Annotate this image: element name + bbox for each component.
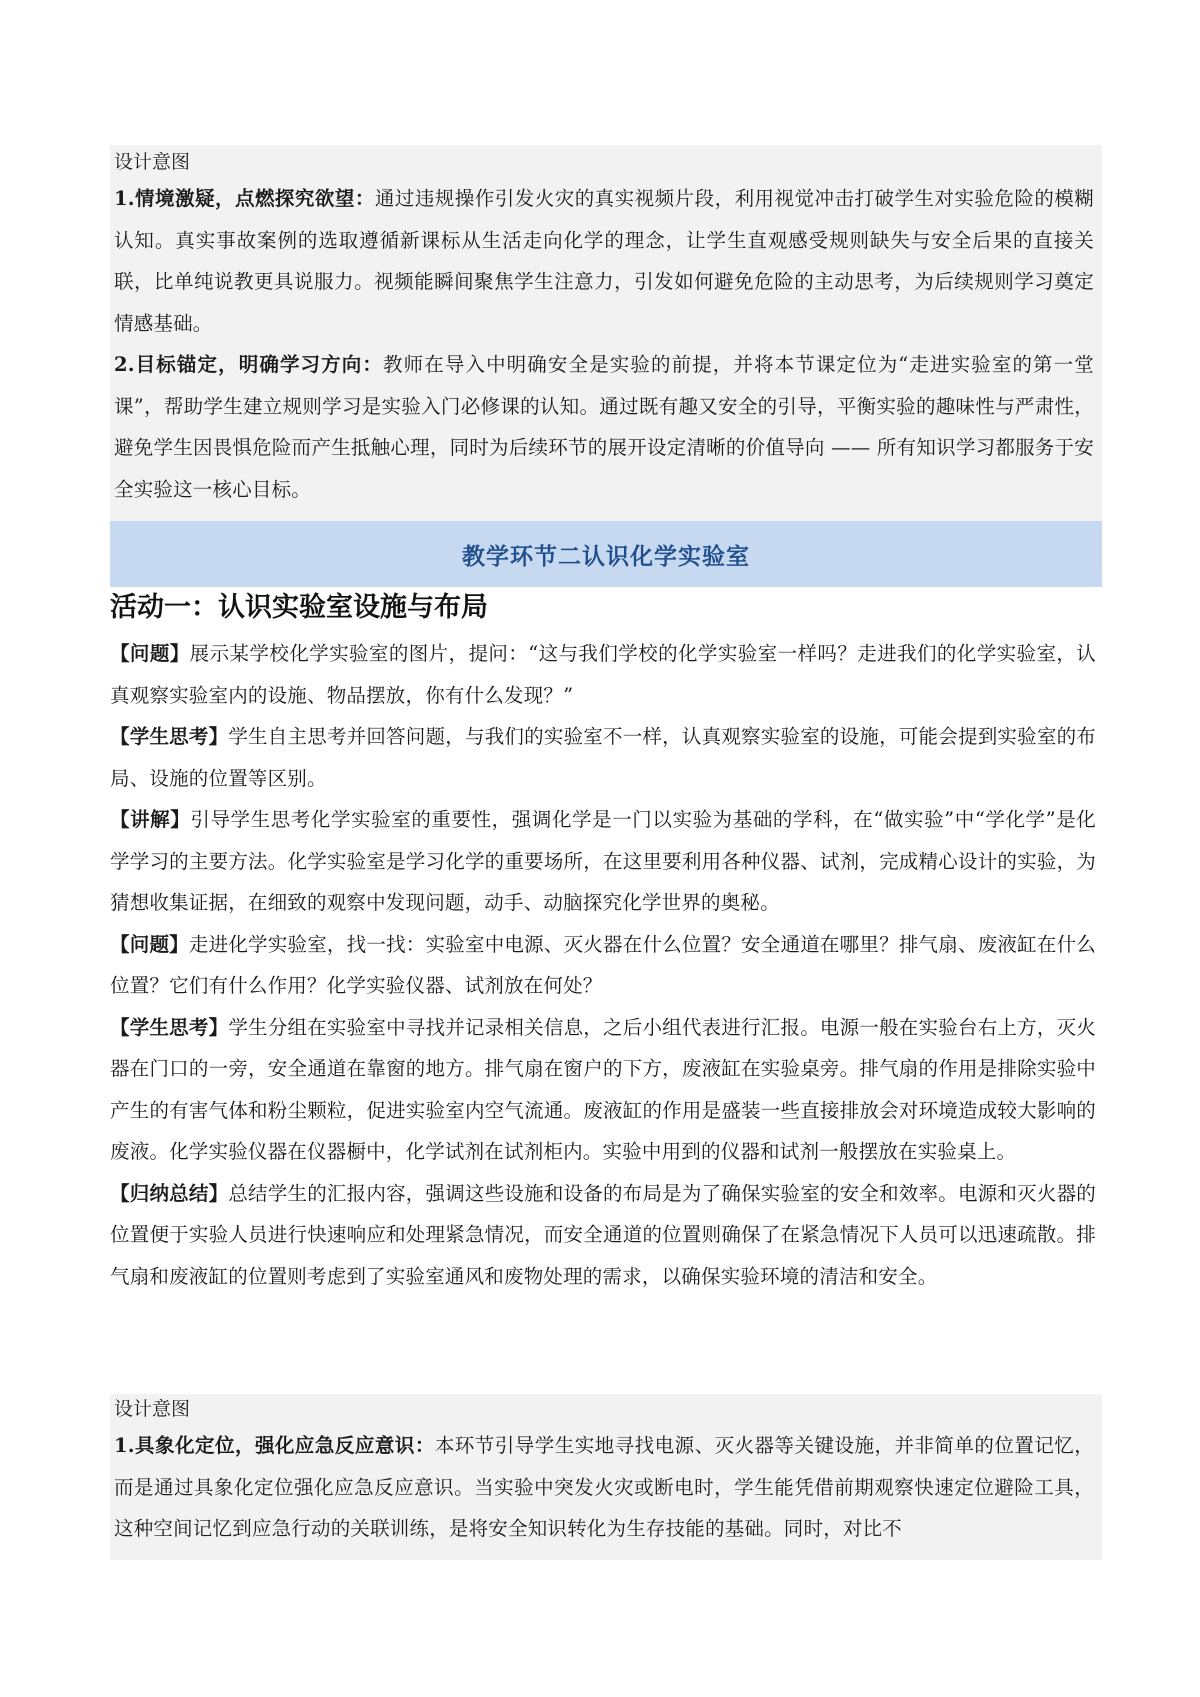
item-text: 通过违规操作引发火灾的真实视频片段，利用视觉冲击打破学生对实验危险的模糊认知。真实事故案例的选取遵循新课标从生活走向化学的理念，让学生直观感受规则缺失与安全后果的直接关联，比单纯说教更具说服力。视频能瞬间聚焦学生注意力，引发如何避免危险的主动思考，为后续规则学习奠定情感基础。 <box>114 187 1094 335</box>
paragraph-text: 引导学生思考化学实验室的重要性，强调化学是一门以实验为基础的学科，在“做实验”中“学化学”是化学学习的主要方法。化学实验室是学习化学的重要场所，在这里要利用各种仪器、试剂，完成精心设计的实验，为猜想收集证据，在细致的观察中发现问题，动手、动脑探究化学世界的奥秘。 <box>110 808 1096 914</box>
item-text: 教师在导入中明确安全是实验的前提，并将本节课定位为“走进实验室的第一堂课”，帮助学生建立规则学习是实验入门必修课的认知。通过既有趣又安全的引导，平衡实验的趣味性与严肃性，避免学生因畏惧危险而产生抵触心理，同时为后续环节的展开设定清晰的价值导向 —— 所有知识学习都服务于安全实验这一核心目标。 <box>114 353 1094 501</box>
paragraph-tag: 【学生思考】 <box>110 1015 229 1039</box>
section-banner <box>110 521 1102 587</box>
paragraph-text: 展示某学校化学实验室的图片，提问：“这与我们学校的化学实验室一样吗？走进我们的化学实验室，认真观察实验室内的设施、物品摆放，你有什么发现？” <box>110 642 1096 707</box>
design-intent-box-2 <box>110 1394 1102 1560</box>
paragraph-text: 走进化学实验室，找一找：实验室中电源、灭火器在什么位置？安全通道在哪里？排气扇、废液缸在什么位置？它们有什么作用？化学实验仪器、试剂放在何处？ <box>110 932 1096 997</box>
item-lead: 2.目标锚定，明确学习方向： <box>114 353 384 376</box>
design-intent-item-1 <box>114 1425 1094 1550</box>
design-intent-item-2 <box>114 344 1094 510</box>
activity-body <box>110 633 1096 1297</box>
paragraph-text: 学生分组在实验室中寻找并记录相关信息，之后小组代表进行汇报。电源一般在实验台右上方，灭火器在门口的一旁，安全通道在靠窗的地方。排气扇在窗户的下方，废液缸在实验桌旁。排气扇的作用是排除实验中产生的有害气体和粉尘颗粒，促进实验室内空气流通。废液缸的作用是盛装一些直接排放会对环境造成较大影响的废液。化学实验仪器在仪器橱中，化学试剂在试剂柜内。实验中用到的仪器和试剂一般摆放在实验桌上。 <box>110 1015 1096 1163</box>
paragraph-tag: 【问题】 <box>110 642 190 665</box>
activity-title: 活动一：认识实验室设施与布局 <box>110 592 488 623</box>
item-lead: 1.具象化定位，强化应急反应意识： <box>114 1434 435 1457</box>
paragraph-tag: 【讲解】 <box>110 808 191 831</box>
paragraph-tag: 【学生思考】 <box>110 725 229 748</box>
design-intent-title: 设计意图 <box>114 1398 191 1420</box>
paragraph-summary <box>110 1173 1096 1298</box>
item-lead: 1.情境激疑，点燃探究欲望： <box>114 187 375 210</box>
design-intent-box-1 <box>110 145 1102 521</box>
design-intent-item-1 <box>114 178 1094 344</box>
paragraph-tag: 【归纳总结】 <box>110 1181 229 1205</box>
paragraph-text: 学生自主思考并回答问题，与我们的实验室不一样，认真观察实验室的设施，可能会提到实验室的布局、设施的位置等区别。 <box>110 725 1096 790</box>
paragraph-text: 总结学生的汇报内容，强调这些设施和设备的布局是为了确保实验室的安全和效率。电源和灭火器的位置便于实验人员进行快速响应和处理紧急情况，而安全通道的位置则确保了在紧急情况下人员可以迅速疏散。排气扇和废液缸的位置则考虑到了实验室通风和废物处理的需求，以确保实验环境的清洁和安全。 <box>110 1181 1096 1288</box>
paragraph-question-2 <box>110 924 1096 1007</box>
section-banner-title: 教学环节二认识化学实验室 <box>462 543 750 570</box>
paragraph-question-1 <box>110 633 1096 716</box>
paragraph-tag: 【问题】 <box>110 932 189 956</box>
paragraph-student-thinking-1 <box>110 716 1096 799</box>
paragraph-explanation <box>110 799 1096 924</box>
item-text: 本环节引导学生实地寻找电源、灭火器等关键设施，并非简单的位置记忆，而是通过具象化定位强化应急反应意识。当实验中突发火灾或断电时，学生能凭借前期观察快速定位避险工具，这种空间记忆到应急行动的关联训练，是将安全知识转化为生存技能的基础。同时，对比不 <box>114 1434 1094 1540</box>
paragraph-student-thinking-2 <box>110 1007 1096 1173</box>
design-intent-title: 设计意图 <box>114 151 191 173</box>
